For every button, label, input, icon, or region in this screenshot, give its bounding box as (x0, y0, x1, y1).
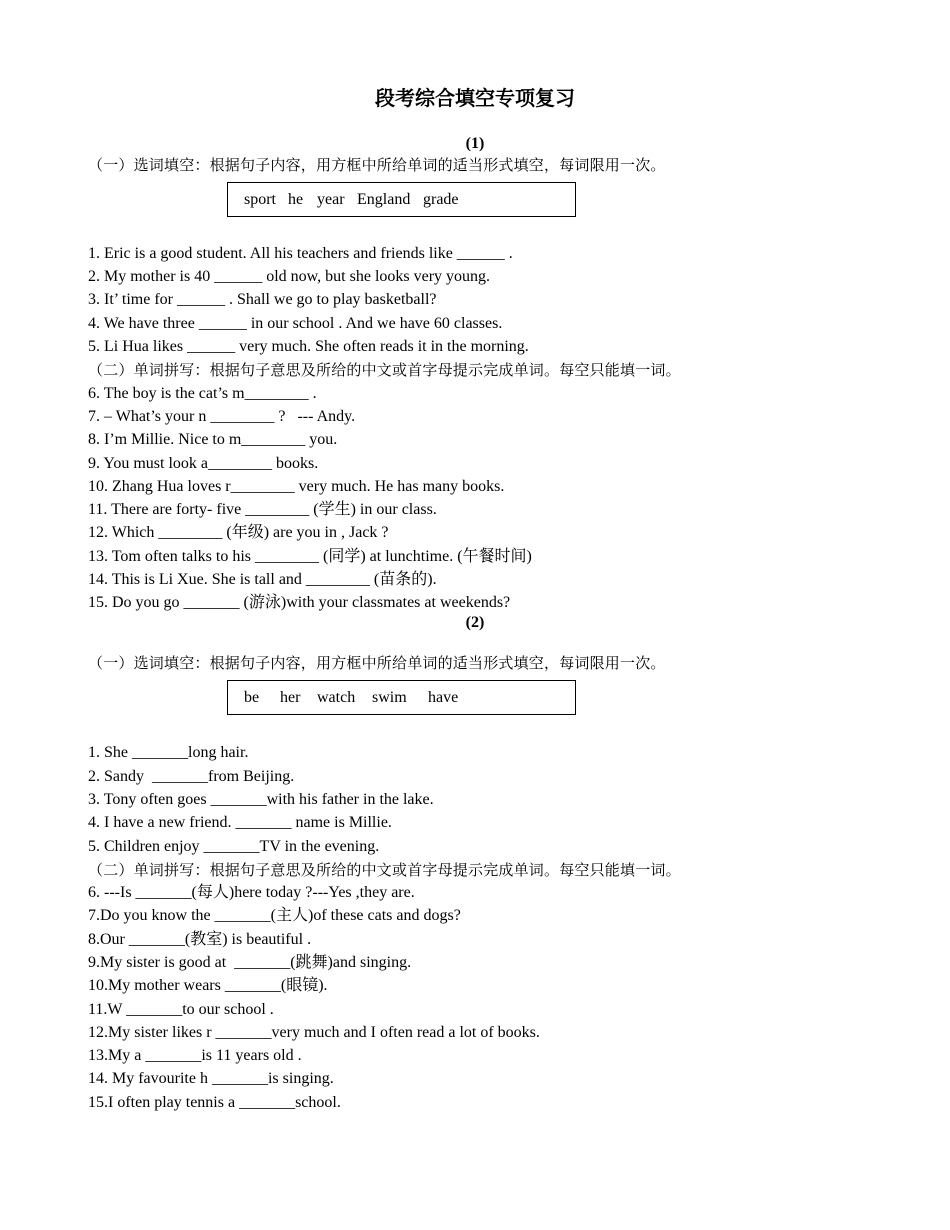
question-item: 8. I’m Millie. Nice to m________ you. (88, 431, 338, 448)
question-item: 2. Sandy _______from Beijing. (88, 768, 295, 785)
word-box-word: have (428, 689, 459, 706)
question-item: 2. My mother is 40 ______ old now, but she looks very young. (88, 268, 491, 285)
question-item: 3. Tony often goes _______with his father in the lake. (88, 791, 434, 808)
question-item: 3. It’ time for ______ . Shall we go to play basketball? (88, 291, 437, 308)
word-box-word: he (288, 191, 304, 208)
choice-instruction: （一）选词填空：根据句子内容，用方框中所给单词的适当形式填空，每词限用一次。 (88, 156, 666, 174)
question-item: 14. This is Li Xue. She is tall and ________ (苗条的). (88, 571, 437, 588)
section-number: (2) (465, 614, 485, 631)
word-box-word: be (244, 689, 260, 706)
choice-instruction: （一）选词填空：根据句子内容，用方框中所给单词的适当形式填空，每词限用一次。 (88, 654, 666, 672)
question-item: 4. We have three ______ in our school . And we have 60 classes. (88, 315, 503, 332)
question-item: 5. Li Hua likes ______ very much. She often reads it in the morning. (88, 338, 529, 355)
question-item: 13. Tom often talks to his ________ (同学) at lunchtime. (午餐时间) (88, 548, 532, 565)
question-item: 15.I often play tennis a _______school. (88, 1094, 341, 1111)
spelling-instruction: （二）单词拼写：根据句子意思及所给的中文或首字母提示完成单词。每空只能填一词。 (88, 361, 681, 379)
question-item: 8.Our _______(教室) is beautiful . (88, 931, 312, 948)
word-box-word: England (357, 191, 411, 208)
question-item: 13.My a _______is 11 years old . (88, 1047, 302, 1064)
question-item: 9.My sister is good at _______(跳舞)and singing. (88, 954, 412, 971)
question-item: 12.My sister likes r _______very much and I often read a lot of books. (88, 1024, 540, 1041)
question-item: 15. Do you go _______ (游泳)with your classmates at weekends? (88, 594, 511, 611)
question-item: 10. Zhang Hua loves r________ very much. He has many books. (88, 478, 505, 495)
word-box-word: swim (372, 689, 407, 706)
word-box (227, 182, 576, 217)
question-item: 9. You must look a________ books. (88, 455, 319, 472)
word-box (227, 680, 576, 715)
word-box-word: grade (423, 191, 459, 208)
word-box-word: year (317, 191, 345, 208)
question-item: 12. Which ________ (年级) are you in , Jack ? (88, 524, 389, 541)
spelling-instruction: （二）单词拼写：根据句子意思及所给的中文或首字母提示完成单词。每空只能填一词。 (88, 861, 681, 879)
question-item: 14. My favourite h _______is singing. (88, 1070, 334, 1087)
word-box-word: her (280, 689, 301, 706)
question-item: 6. ---Is _______(每人)here today ?---Yes ,they are. (88, 884, 415, 901)
question-item: 7. – What’s your n ________ ? --- Andy. (88, 408, 356, 425)
question-item: 11. There are forty- five ________ (学生) in our class. (88, 501, 437, 518)
word-box-word: sport (244, 191, 276, 208)
question-item: 5. Children enjoy _______TV in the evening. (88, 838, 380, 855)
section-number: (1) (465, 135, 485, 152)
question-item: 1. She _______long hair. (88, 744, 249, 761)
question-item: 11.W _______to our school . (88, 1001, 274, 1018)
word-box-word: watch (317, 689, 356, 706)
question-item: 7.Do you know the _______(主人)of these cats and dogs? (88, 907, 461, 924)
question-item: 1. Eric is a good student. All his teachers and friends like ______ . (88, 245, 513, 262)
question-item: 6. The boy is the cat’s m________ . (88, 385, 317, 402)
question-item: 10.My mother wears _______(眼镜). (88, 977, 328, 994)
question-item: 4. I have a new friend. _______ name is Millie. (88, 814, 392, 831)
page-title: 段考综合填空专项复习 (375, 86, 575, 110)
